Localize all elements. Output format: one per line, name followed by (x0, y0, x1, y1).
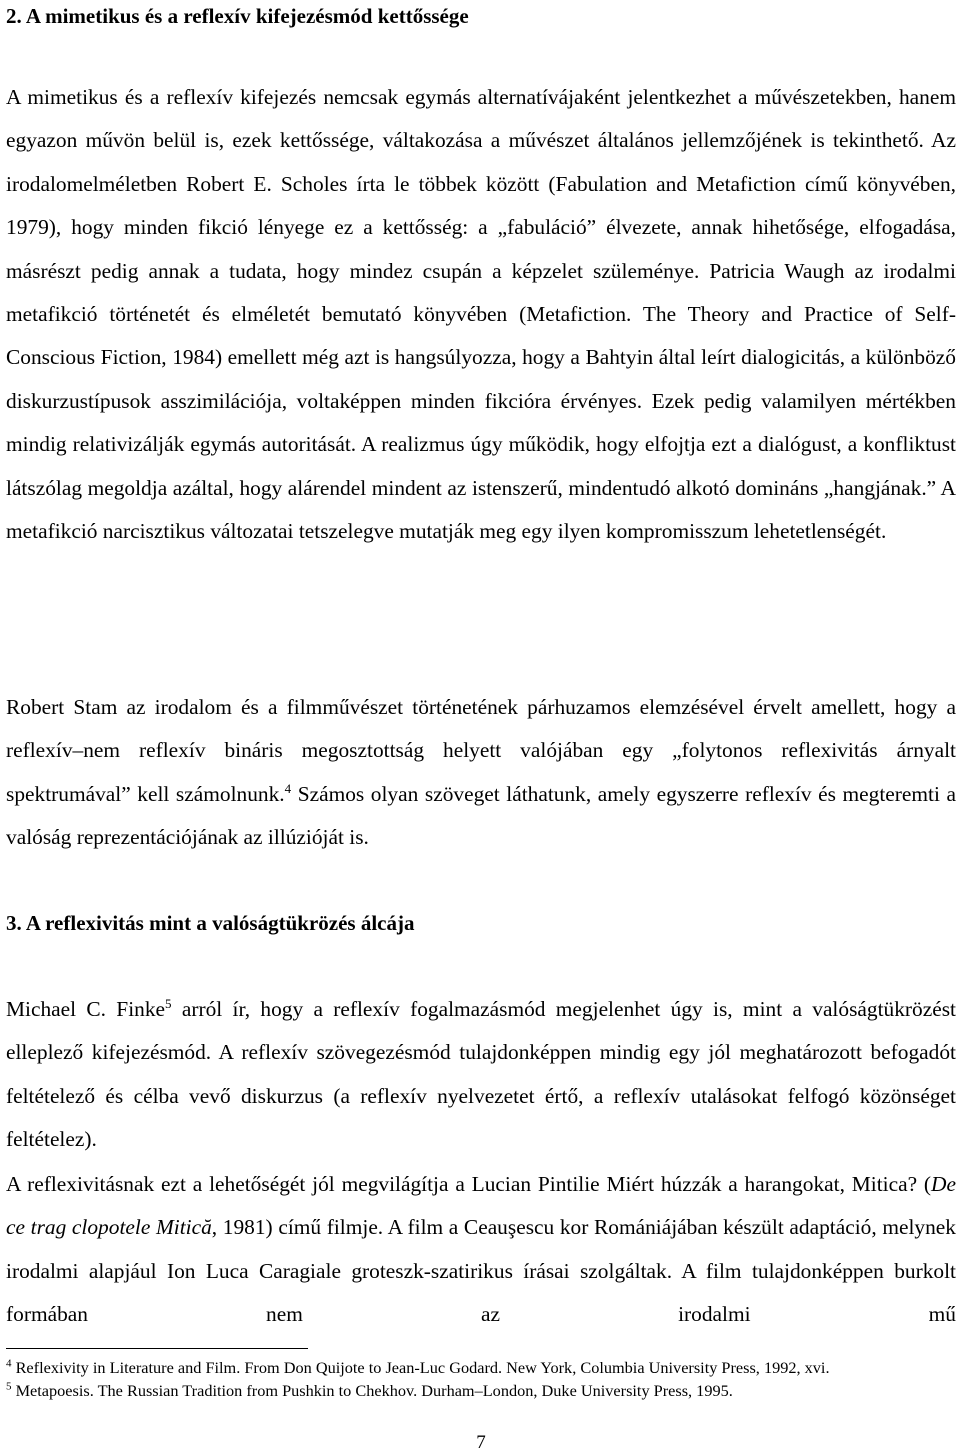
footnote-separator (6, 1348, 308, 1349)
paragraph-text: Számos olyan szöveget láthatunk, amely egyszerre reflexív és megteremti a valóság reprezentációjának az illúzióját is. (6, 781, 956, 850)
paragraph-pintilie (6, 1163, 956, 1337)
section-heading-2: 2. A mimetikus és a reflexív kifejezésmód kettőssége (6, 4, 469, 28)
film-title-italic: De ce trag clopotele Mitică (6, 1172, 956, 1240)
paragraph-text: arról ír, hogy a reflexív fogalmazásmód megjelenhet úgy is, mint a valóságtükrözést elleplező kifejezésmód. A reflexív szövegezésmód tulajdonképpen mindig egy jól meghatározott befogadót feltételező és célba vevő diskurzus (a reflexív nyelvezetet értő, a reflexív utalásokat felfogó közönséget feltételez). (6, 997, 956, 1152)
footnote-ref-4: 4 (284, 780, 292, 796)
paragraph-text: A reflexivitásnak ezt a lehetőségét jól megvilágítja a Lucian Pintilie Miért húzzák a harangokat, Mitica? ( (6, 1172, 932, 1196)
footnote-text: Metapoesis. The Russian Tradition from Pushkin to Chekhov. Durham–London, Duke University Press, 1995. (11, 1381, 733, 1400)
footnote-number: 5 (6, 1380, 12, 1393)
paragraph-robert-stam (6, 686, 956, 860)
paragraph-text: Robert Stam az irodalom és a filmművészet történetének párhuzamos elemzésével érvelt amellett, hogy a reflexív–nem reflexív bináris megosztottság helyett valójában egy „folytonos reflexivitás árnyalt spektrumával” kell számolnunk. (6, 695, 956, 806)
paragraph-text: Michael C. Finke (6, 997, 166, 1021)
paragraph-text: , 1981) című filmje. A film a Ceauşescu kor Romániájában készült adaptáció, melynek irodalmi alapjául Ion Luca Caragiale groteszk-szatirikus írásai szolgáltak. A film tulajdonképpen burkolt formában nem az irodalmi mű (6, 1215, 956, 1327)
footnote-ref-5: 5 (165, 995, 172, 1011)
page-number: 7 (476, 1432, 486, 1453)
paragraph-finke (6, 988, 956, 1162)
section-heading-3: 3. A reflexivitás mint a valóságtükrözés álcája (6, 911, 415, 935)
footnote-5 (6, 1379, 956, 1402)
footnote-4 (6, 1356, 956, 1379)
footnotes (6, 1356, 956, 1402)
footnote-text: Reflexivity in Literature and Film. From Don Quijote to Jean-Luc Godard. New York, Columbia University Press, 1992, xvi. (11, 1358, 830, 1377)
footnote-number: 4 (6, 1357, 12, 1370)
paragraph-mimetic-reflexive: A mimetikus és a reflexív kifejezés nemcsak egymás alternatívájaként jelentkezhet a művészetekben, hanem egyazon művön belül is, ezek kettőssége, váltakozása a művészet általános jellemzőjének is tekinthető. Az irodalomelméletben Robert E. Scholes írta le többek között (Fabulation and Metafiction című könyvében, 1979), hogy minden fikció lényege ez a kettősség: a „fabuláció” élvezete, annak hihetősége, elfogadása, másrészt pedig annak a tudata, hogy mindez csupán a képzelet szüleménye. Patricia Waugh az irodalmi metafikció történetét és elméletét bemutató könyvében (Metafiction. The Theory and Practice of Self-Conscious Fiction, 1984) emellett még azt is hangsúlyozza, hogy a Bahtyin által leírt dialogicitás, a különböző diskurzustípusok asszimilációja, voltaképpen minden fikcióra érvényes. Ezek pedig valamilyen mértékben mindig relativizálják egymás autoritását. A realizmus úgy működik, hogy elfojtja ezt a dialógust, a konfliktust látszólag megoldja azáltal, hogy alárendel mindent az istenszerű, mindentudó alkotó domináns „hangjának.” A metafikció narcisztikus változatai tetszelegve mutatják meg egy ilyen kompromisszum lehetetlenségét. (6, 85, 956, 544)
